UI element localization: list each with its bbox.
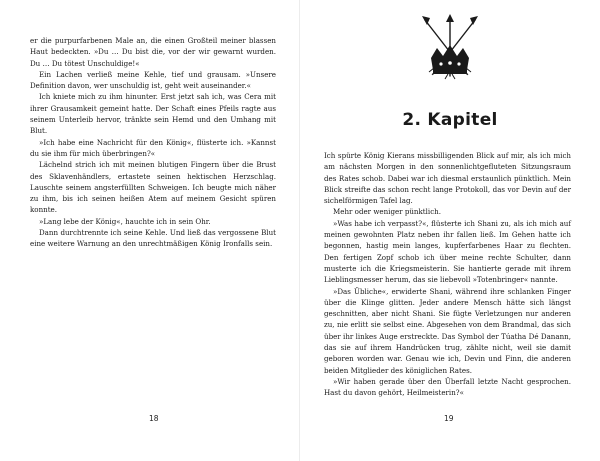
- right-page-body: [324, 150, 571, 399]
- right-page: [300, 0, 600, 461]
- paragraph: »Das Übliche«, erwiderte Shani, während ihre schlanken Finger über die Klinge glitten. Jeder andere Mensch hätte sich längst geschnitten, aber nicht Shani. Sie fügte Verletzungen nur anderen zu, nie erlitt sie selbst eine. Abgesehen von dem Brandmal, das sich über ihr linkes Auge erstreckte. Das Symbol der Túatha Dé Danann, das sie auf ihrem Handrücken trug, zählte nicht, weil sie damit geboren worden war. Genau wie ich, Devin und Finn, die anderen beiden Mitglieder des königlichen Rates.: [324, 286, 571, 375]
- paragraph: »Ich habe eine Nachricht für den König«, flüsterte ich. »Kannst du sie ihm für mich überbringen?«: [30, 137, 276, 158]
- paragraph: er die purpurfarbenen Male an, die einen Großteil meiner blassen Haut bedeckten. »Du … Du bist die, vor der wir gewarnt wurden. Du … Du tötest Unschuldige!«: [30, 36, 276, 68]
- crown-with-arrows-icon: [417, 14, 483, 88]
- paragraph: Dann durchtrennte ich seine Kehle. Und ließ das vergossene Blut eine weitere Warnung an den unrechtmäßigen König Ironfalls sein.: [30, 228, 276, 249]
- paragraph: »Wir haben gerade über den Überfall letzte Nacht gesprochen. Hast du davon gehört, Heilmeisterin?«: [324, 376, 571, 398]
- paragraph: »Was habe ich verpasst?«, flüsterte ich Shani zu, als ich mich auf meinen gewohnten Platz neben ihr fallen ließ. Im Gehen hatte ich begonnen, hastig mein langes, kupferfarbenes Haar zu flechten. Den fertigen Zopf schob ich über meine rechte Schulter, dann musterte ich die Kriegsmeisterin. Sie hantierte gerade mit ihrem Lieblingsmesser herum, das sie liebevoll »Totenbringer« nannte.: [324, 218, 571, 285]
- page-number: 19: [444, 414, 454, 423]
- chapter-title: 2. Kapitel: [402, 110, 498, 130]
- paragraph: Ich spürte König Kierans missbilligenden Blick auf mir, als ich mich am nächsten Morgen in den sonnenlichtgefluteten Sitzungsraum des Rates schob. Dabei war ich diesmal erstaunlich pünktlich. Mein Blick streifte das schon recht lange Protokoll, das vor Devin auf der sichelförmigen Tafel lag.: [324, 151, 571, 206]
- paragraph: Lächelnd strich ich mit meinen blutigen Fingern über die Brust des Sklavenhändlers, ertastete seinen hektischen Herzschlag. Lauschte seinem angsterfüllten Schweigen. Ich beugte mich näher zu ihm, bis ich seinen heißen Atem auf meinem Gesicht spüren konnte.: [30, 160, 276, 215]
- paragraph: Ich kniete mich zu ihm hinunter. Erst jetzt sah ich, was Cera mit ihrer Grausamkeit gemeint hatte. Der Schaft eines Pfeils ragte aus seinem Unterleib hervor, tränkte sein Hemd und den Umhang mit Blut.: [30, 92, 276, 136]
- paragraph: Mehr oder weniger pünktlich.: [333, 207, 441, 217]
- paragraph: »Lang lebe der König«, hauchte ich in sein Ohr.: [39, 216, 211, 226]
- page-number: 18: [149, 414, 159, 423]
- paragraph: Ein Lachen verließ meine Kehle, tief und grausam. »Unsere Definition davon, wer unschuldig ist, geht weit auseinander.«: [30, 69, 276, 91]
- left-page-body: [30, 35, 276, 250]
